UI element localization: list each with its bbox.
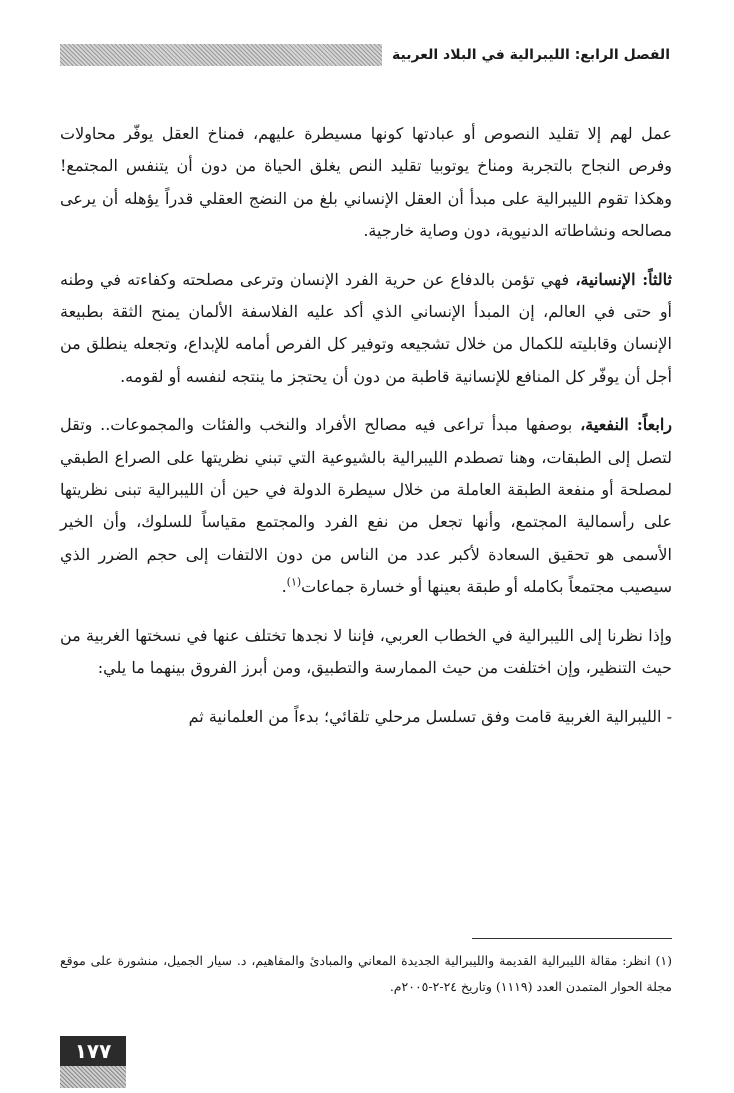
paragraph-utilitarianism-heading: رابعاً: النفعية، [580, 415, 673, 435]
paragraph-bullet-text: - الليبرالية الغربية قامت وفق تسلسل مرحلي تلقائي؛ بدءاً من العلمانية ثم [188, 706, 672, 726]
page-number: ١٧٧ [60, 1036, 126, 1066]
paragraph-utilitarianism-tail: . [281, 577, 287, 597]
footnote-divider [472, 938, 672, 939]
paragraph-utilitarianism [60, 409, 672, 603]
paragraph-humanism-text: فهي تؤمن بالدفاع عن حرية الفرد الإنسان وترعى مصلحته وكفاءته في وطنه أو حتى في العالم، إن المبدأ الإنساني الذي أكد عليه الفلاسفة الألمان يمنح الثقة بطبيعة الإنسان وقابليته للكمال من خلال تشجيعه وتوفير كل الفرص أمامه للإبداع، وتجعله ينطلق من أجل أن يوفّر كل المنافع للإنسانية قاطبة من دون أن يحتجز ما ينتجه لنفسه أو لقومه. [60, 269, 672, 386]
body-text [60, 118, 672, 749]
paragraph-utilitarianism-text: بوصفها مبدأ تراعى فيه مصالح الأفراد والنخب والفئات والمجموعات.. وتقل لتصل إلى الطبقات، وهنا تصطدم الليبرالية بالشيوعية التي تبني نظريتها على الصراع الطبقي لمصلحة أو منفعة الطبقة العاملة من خلال سيطرة الدولة في حين أن الليبرالية تبنى نظريتها على رأسمالية المجتمع، وأنها تجعل من نفع الفرد والمجتمع مقياساً للسلوك، وأن الخير الأسمى هو تحقيق السعادة لأكبر عدد من الناس من دون الالتفات إلى حجم الضرر الذي سيصيب مجتمعاً بكامله أو طبقة بعينها أو خسارة جماعات [60, 415, 672, 597]
paragraph-humanism-heading: ثالثاً: الإنسانية، [575, 269, 673, 289]
paragraph-arab-discourse [60, 620, 672, 685]
footnote: (١) انظر: مقالة الليبرالية القديمة والليبرالية الجديدة المعاني والمبادئ والمفاهيم، د. سيار الجميل، منشورة على موقع مجلة الحوار المتمدن العدد (١١١٩) وتاريخ ٢٤-٢-٢٠٠٥م. [60, 953, 672, 994]
paragraph-1 [60, 118, 672, 248]
footnote-reference[interactable]: (١) [286, 575, 302, 589]
paragraph-bullet [60, 701, 672, 733]
page-number-decoration [60, 1066, 126, 1088]
paragraph-arab-discourse-text: وإذا نظرنا إلى الليبرالية في الخطاب العربي، فإننا لا نجدها تختلف عنها في نسختها الغربية من حيث التنظير، وإن اختلفت من حيث الممارسة والتطبيق، ومن أبرز الفروق بينهما ما يلي: [60, 625, 673, 678]
chapter-header: الفصل الرابع: الليبرالية في البلاد العربية [382, 44, 670, 66]
paragraph-humanism [60, 264, 672, 394]
paragraph-1-text: عمل لهم إلا تقليد النصوص أو عبادتها كونها مسيطرة عليهم، فمناخ العقل يوفّر محاولات وفرص النجاح بالتجربة ومناخ يوتوبيا تقليد النص يغلق الحياة من دون أن يتنفس المجتمع! وهكذا تقوم الليبرالية على مبدأ أن العقل الإنساني بلغ من النضج العقلي قدراً يؤهله أن يرعى مصالحه ونشاطاته الدنيوية، دون وصاية خارجية. [60, 124, 673, 241]
